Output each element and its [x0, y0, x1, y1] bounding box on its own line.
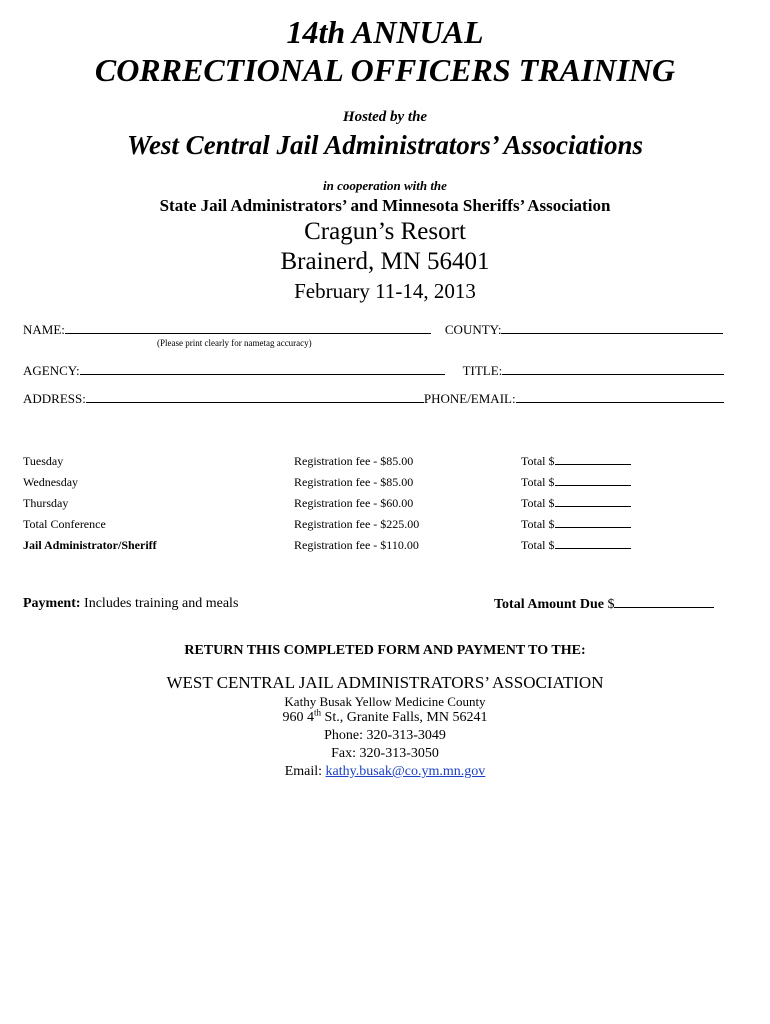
email-link[interactable]: kathy.busak@co.ym.mn.gov	[325, 764, 486, 779]
fee-total	[521, 537, 631, 553]
amount-due-field[interactable]	[614, 595, 714, 608]
title-line-1: 14th ANNUAL	[286, 14, 484, 50]
title-line-2: CORRECTIONAL OFFICERS TRAINING	[94, 52, 676, 88]
email-label: Email:	[284, 764, 326, 779]
county-field[interactable]	[501, 321, 723, 334]
amount-due-currency: $	[607, 597, 615, 612]
fee-amount: Registration fee - $85.00	[294, 475, 414, 489]
fee-row	[23, 474, 743, 495]
fee-row	[23, 453, 743, 474]
fee-total-label: Total $	[521, 475, 555, 489]
fee-amount: Registration fee - $225.00	[294, 517, 420, 531]
address-field[interactable]	[86, 390, 424, 403]
fee-day: Wednesday	[23, 475, 79, 489]
venue-city: Brainerd, MN 56401	[280, 248, 490, 275]
title-field[interactable]	[502, 362, 724, 375]
venue-name: Cragun’s Resort	[304, 218, 466, 245]
fee-table	[23, 453, 743, 558]
fee-total	[521, 495, 631, 511]
fee-total	[521, 474, 631, 490]
fee-total-field[interactable]	[555, 453, 631, 465]
partner-organizations: State Jail Administrators’ and Minnesota Sheriffs’ Association	[159, 196, 611, 215]
amount-due	[494, 595, 714, 613]
address-number: 960 4	[282, 710, 315, 725]
fee-total-label: Total $	[521, 517, 555, 531]
title-label: TITLE:	[462, 363, 503, 378]
host-organization: West Central Jail Administrators’ Associations	[126, 130, 644, 160]
fee-total-field[interactable]	[555, 516, 631, 528]
fee-total	[521, 453, 631, 469]
payment-text: Includes training and meals	[84, 596, 239, 611]
name-label: NAME:	[23, 322, 65, 337]
phone-email-label: PHONE/EMAIL:	[423, 391, 516, 406]
county-label: COUNTY:	[444, 322, 502, 337]
contact-address	[0, 709, 770, 727]
phone-email-field[interactable]	[516, 390, 724, 403]
address-suffix: th	[314, 707, 322, 718]
nametag-note: (Please print clearly for nametag accuracy)	[157, 338, 312, 348]
fee-total-field[interactable]	[555, 474, 631, 486]
fee-day: Jail Administrator/Sheriff	[23, 538, 157, 552]
agency-label: AGENCY:	[23, 363, 80, 378]
fee-row	[23, 495, 743, 516]
fee-total-label: Total $	[521, 538, 555, 552]
fee-day: Total Conference	[23, 517, 106, 531]
contact-fax: Fax: 320-313-3050	[331, 746, 439, 761]
fee-row	[23, 516, 743, 537]
payment-label: Payment:	[23, 596, 81, 611]
agency-field[interactable]	[80, 362, 445, 375]
cooperation-text: in cooperation with the	[323, 178, 447, 193]
fee-amount: Registration fee - $110.00	[294, 538, 419, 552]
fee-total	[521, 516, 631, 532]
return-heading: RETURN THIS COMPLETED FORM AND PAYMENT TO THE:	[184, 643, 586, 658]
fee-amount: Registration fee - $85.00	[294, 454, 414, 468]
fee-day: Tuesday	[23, 454, 64, 468]
fee-total-field[interactable]	[555, 537, 631, 549]
contact-email	[0, 763, 770, 781]
fee-total-label: Total $	[521, 454, 555, 468]
fee-total-label: Total $	[521, 496, 555, 510]
address-phone-row	[23, 390, 724, 407]
address-label: ADDRESS:	[23, 391, 86, 406]
fee-day: Thursday	[23, 496, 69, 510]
amount-due-label: Total Amount Due	[494, 597, 604, 612]
fee-amount: Registration fee - $60.00	[294, 496, 414, 510]
agency-title-row	[23, 362, 724, 379]
address-rest: St., Granite Falls, MN 56241	[321, 710, 488, 725]
event-dates: February 11-14, 2013	[294, 279, 476, 303]
fee-row	[23, 537, 743, 558]
name-field[interactable]	[65, 321, 431, 334]
contact-name: Kathy Busak Yellow Medicine County	[284, 694, 486, 709]
fee-total-field[interactable]	[555, 495, 631, 507]
return-organization: WEST CENTRAL JAIL ADMINISTRATORS’ ASSOCIATION	[166, 673, 604, 692]
contact-phone: Phone: 320-313-3049	[324, 728, 446, 743]
payment-info	[23, 595, 238, 612]
name-county-row	[23, 321, 723, 338]
hosted-by-text: Hosted by the	[342, 109, 428, 125]
